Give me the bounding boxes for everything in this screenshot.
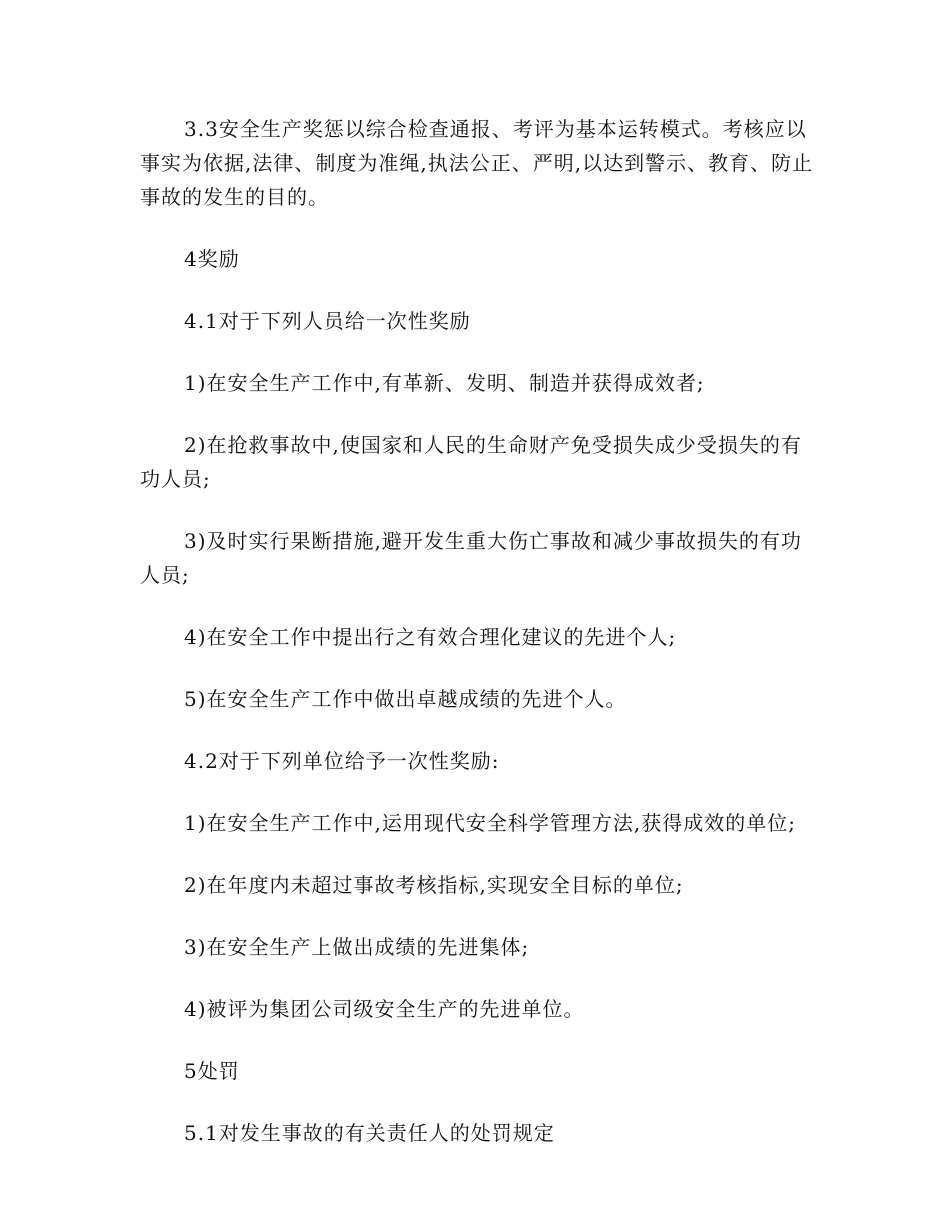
list-item: 4)在安全工作中提出行之有效合理化建议的先进个人; (184, 625, 677, 649)
document-body (140, 112, 820, 1178)
list-item: 2)在年度内未超过事故考核指标,实现安全目标的单位; (184, 873, 684, 897)
paragraph-4-2: 4.2对于下列单位给予一次性奖励: (184, 749, 500, 773)
list-item: 2)在抢救事故中,使国家和人民的生命财产免受损失成少受损失的有功人员; (140, 433, 802, 491)
list-item: 4)被评为集团公司级安全生产的先进单位。 (184, 997, 585, 1021)
paragraph-3-3: 3.3安全生产奖惩以综合检查通报、考评为基本运转模式。考核应以事实为依据,法律、制度为准绳,执法公正、严明,以达到警示、教育、防止事故的发生的目的。 (140, 117, 814, 209)
list-item: 1)在安全生产工作中,运用现代安全科学管理方法,获得成效的单位; (184, 811, 796, 835)
paragraph-4-1: 4.1对于下列人员给一次性奖励 (184, 309, 471, 333)
list-item: 1)在安全生产工作中,有革新、发明、制造并获得成效者; (184, 371, 705, 395)
heading-5-penalties: 5处罚 (184, 1059, 240, 1083)
list-item: 3)及时实行果断措施,避开发生重大伤亡事故和减少事故损失的有功人员; (140, 529, 802, 587)
heading-4-rewards: 4奖励 (184, 247, 240, 271)
paragraph-5-1: 5.1对发生事故的有关责任人的处罚规定 (184, 1121, 555, 1145)
list-item: 3)在安全生产上做出成绩的先进集体; (184, 935, 530, 959)
list-item: 5)在安全生产工作中做出卓越成绩的先进个人。 (184, 687, 627, 711)
